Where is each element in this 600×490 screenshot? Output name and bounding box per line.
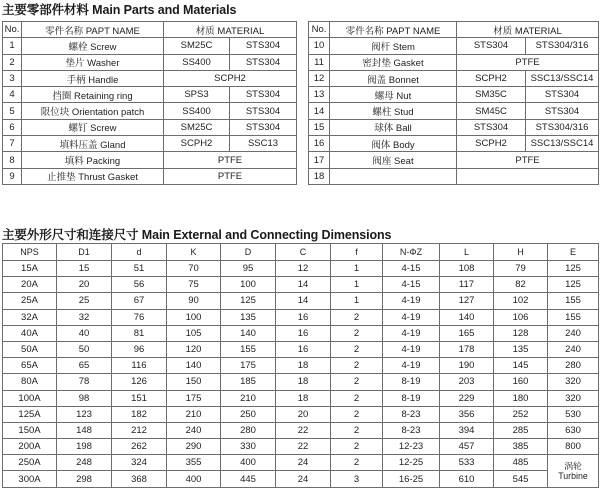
dims-cell: 2 — [331, 390, 383, 406]
dims-cell: 16 — [276, 341, 331, 357]
part-name: 止推垫 Thrust Gasket — [22, 168, 164, 184]
parts-header-row — [309, 22, 599, 38]
dims-cell: 330 — [221, 439, 276, 455]
dims-cell: 96 — [112, 341, 167, 357]
part-row — [3, 70, 297, 86]
dims-cell: 20 — [276, 406, 331, 422]
dims-header-row — [3, 244, 599, 261]
part-material-1: SS400 — [164, 103, 230, 119]
dims-cell: 18 — [276, 358, 331, 374]
dims-cell: 148 — [57, 422, 112, 438]
dims-cell: 190 — [440, 358, 494, 374]
dims-cell: 12 — [276, 261, 331, 277]
part-no: 10 — [309, 38, 330, 54]
part-row — [309, 103, 599, 119]
dims-row — [3, 325, 599, 341]
part-material: PTFE — [164, 168, 297, 184]
dims-cell: 128 — [494, 325, 548, 341]
dims-header-cell: D1 — [57, 244, 112, 261]
dims-cell: 155 — [548, 309, 599, 325]
dims-cell: 2 — [331, 455, 383, 471]
dims-cell: 368 — [112, 471, 167, 487]
part-no: 12 — [309, 70, 330, 86]
part-name: 螺母 Nut — [330, 87, 457, 103]
part-material-2: SSC13/SSC14 — [526, 70, 599, 86]
part-row — [3, 54, 297, 70]
part-material: PTFE — [457, 54, 599, 70]
dims-cell: 65A — [3, 358, 57, 374]
dims-cell: 20 — [57, 277, 112, 293]
dims-cell: 175 — [221, 358, 276, 374]
dims-cell: 180 — [494, 390, 548, 406]
dims-cell: 145 — [494, 358, 548, 374]
dims-row — [3, 471, 599, 487]
dims-header-cell: L — [440, 244, 494, 261]
dims-cell: 457 — [440, 439, 494, 455]
dims-cell: 8-19 — [383, 374, 440, 390]
part-name: 阀盖 Bonnet — [330, 70, 457, 86]
part-no: 9 — [3, 168, 22, 184]
dims-cell: 394 — [440, 422, 494, 438]
part-no: 6 — [3, 119, 22, 135]
dims-header-cell: H — [494, 244, 548, 261]
part-no: 7 — [3, 136, 22, 152]
dims-section-title: 主要外形尺寸和连接尺寸 Main External and Connecting Dimensions — [2, 228, 392, 242]
part-row — [309, 38, 599, 54]
dims-cell: 32 — [57, 309, 112, 325]
part-name: 密封垫 Gasket — [330, 54, 457, 70]
dims-cell: 50A — [3, 341, 57, 357]
part-name: 填料压盖 Gland — [22, 136, 164, 152]
dims-cell: 1 — [331, 277, 383, 293]
dimensions-table — [2, 243, 599, 488]
dims-header-cell: NPS — [3, 244, 57, 261]
part-material-2: STS304 — [230, 103, 297, 119]
dims-cell: 630 — [548, 422, 599, 438]
dims-row — [3, 277, 599, 293]
dims-cell: 76 — [112, 309, 167, 325]
part-no: 18 — [309, 168, 330, 184]
dims-cell: 135 — [221, 309, 276, 325]
dims-header-cell: D — [221, 244, 276, 261]
part-material-1: SM25C — [164, 38, 230, 54]
dims-cell: 290 — [167, 439, 221, 455]
dims-row — [3, 406, 599, 422]
part-no: 15 — [309, 119, 330, 135]
dims-cell: 16-25 — [383, 471, 440, 487]
dims-cell: 545 — [494, 471, 548, 487]
part-name: 阀体 Body — [330, 136, 457, 152]
dims-cell: 2 — [331, 341, 383, 357]
part-material-2: STS304 — [526, 103, 599, 119]
part-material-2: STS304 — [526, 87, 599, 103]
part-material-1: SM35C — [457, 87, 526, 103]
part-row — [309, 54, 599, 70]
part-row — [3, 152, 297, 168]
dims-cell: 262 — [112, 439, 167, 455]
dims-cell: 16 — [276, 325, 331, 341]
part-material-1: SPS3 — [164, 87, 230, 103]
part-row — [3, 168, 297, 184]
dims-cell: 280 — [548, 358, 599, 374]
dims-cell: 140 — [167, 358, 221, 374]
dims-cell: 400 — [167, 471, 221, 487]
dims-cell: 8-19 — [383, 390, 440, 406]
dims-cell: 355 — [167, 455, 221, 471]
dims-cell: 285 — [494, 422, 548, 438]
dims-cell: 100 — [221, 277, 276, 293]
dims-cell: 82 — [494, 277, 548, 293]
part-material: SCPH2 — [164, 70, 297, 86]
part-material-1: SCPH2 — [164, 136, 230, 152]
part-no: 1 — [3, 38, 22, 54]
header-no: No. — [3, 22, 22, 38]
part-row — [3, 87, 297, 103]
dims-cell: 90 — [167, 293, 221, 309]
dims-cell: 125 — [221, 293, 276, 309]
dims-cell: 175 — [167, 390, 221, 406]
part-row — [3, 103, 297, 119]
part-no: 13 — [309, 87, 330, 103]
dims-cell: 4-19 — [383, 325, 440, 341]
part-material-1: STS304 — [457, 119, 526, 135]
part-material: PTFE — [457, 152, 599, 168]
dims-cell: 95 — [221, 261, 276, 277]
part-name: 挡圈 Retaining ring — [22, 87, 164, 103]
dims-cell: 24 — [276, 455, 331, 471]
dims-cell: 240 — [167, 422, 221, 438]
part-material-1: STS304 — [457, 38, 526, 54]
dims-cell: 2 — [331, 325, 383, 341]
dims-cell: 123 — [57, 406, 112, 422]
dims-cell: 4-19 — [383, 293, 440, 309]
dims-cell: 320 — [548, 390, 599, 406]
dims-cell: 252 — [494, 406, 548, 422]
dims-cell: 250 — [221, 406, 276, 422]
dims-cell: 2 — [331, 406, 383, 422]
part-no: 17 — [309, 152, 330, 168]
part-name: 阀座 Seat — [330, 152, 457, 168]
dims-cell: 182 — [112, 406, 167, 422]
dims-cell: 135 — [494, 341, 548, 357]
dims-cell: 100A — [3, 390, 57, 406]
dims-row — [3, 439, 599, 455]
dims-cell: 12-23 — [383, 439, 440, 455]
dims-cell: 178 — [440, 341, 494, 357]
part-no: 5 — [3, 103, 22, 119]
header-part-name: 零件名称 PAPT NAME — [22, 22, 164, 38]
dims-cell: 300A — [3, 471, 57, 487]
dims-cell: 140 — [440, 309, 494, 325]
dims-cell: 324 — [112, 455, 167, 471]
dims-row — [3, 293, 599, 309]
part-no: 11 — [309, 54, 330, 70]
header-part-name: 零件名称 PAPT NAME — [330, 22, 457, 38]
part-name: 垫片 Washer — [22, 54, 164, 70]
dims-cell: 22 — [276, 439, 331, 455]
dims-cell: 4-19 — [383, 341, 440, 357]
turbine-label-en: Turbine — [558, 470, 588, 481]
dims-cell: 150 — [167, 374, 221, 390]
part-no: 3 — [3, 70, 22, 86]
dims-cell: 140 — [221, 325, 276, 341]
part-no: 4 — [3, 87, 22, 103]
dims-cell: 160 — [494, 374, 548, 390]
dims-cell: 280 — [221, 422, 276, 438]
dims-row — [3, 390, 599, 406]
dims-cell: 185 — [221, 374, 276, 390]
part-row — [3, 38, 297, 54]
dims-header-cell: d — [112, 244, 167, 261]
part-material-2: STS304 — [230, 54, 297, 70]
dims-row — [3, 358, 599, 374]
dims-cell: 98 — [57, 390, 112, 406]
part-material-1: SCPH2 — [457, 136, 526, 152]
part-material-2: STS304 — [230, 38, 297, 54]
part-material-2: STS304/316 — [526, 38, 599, 54]
dims-cell: 1 — [331, 293, 383, 309]
dims-cell: 127 — [440, 293, 494, 309]
dims-cell: 800 — [548, 439, 599, 455]
dims-cell: 210 — [167, 406, 221, 422]
part-no: 8 — [3, 152, 22, 168]
dims-header-cell: N-ΦZ — [383, 244, 440, 261]
part-material: PTFE — [164, 152, 297, 168]
dims-cell: 4-15 — [383, 277, 440, 293]
dims-row — [3, 309, 599, 325]
dims-cell: 200A — [3, 439, 57, 455]
dims-cell: 4-19 — [383, 309, 440, 325]
part-material-1: SCPH2 — [457, 70, 526, 86]
dims-row — [3, 261, 599, 277]
dims-cell: 240 — [548, 325, 599, 341]
dims-cell: 203 — [440, 374, 494, 390]
dims-cell: 155 — [548, 293, 599, 309]
dims-cell: 20A — [3, 277, 57, 293]
dims-cell: 50 — [57, 341, 112, 357]
part-name: 螺栓 Screw — [22, 38, 164, 54]
dims-cell: 51 — [112, 261, 167, 277]
part-row — [309, 119, 599, 135]
part-material-2: STS304 — [230, 87, 297, 103]
dims-cell: 106 — [494, 309, 548, 325]
dims-cell: 155 — [221, 341, 276, 357]
dims-cell: 198 — [57, 439, 112, 455]
dims-cell: 210 — [221, 390, 276, 406]
part-no: 16 — [309, 136, 330, 152]
dims-cell: 4-19 — [383, 358, 440, 374]
dims-cell: 14 — [276, 293, 331, 309]
dims-cell: 22 — [276, 422, 331, 438]
dims-header-cell: E — [548, 244, 599, 261]
turbine-cell — [548, 455, 599, 487]
part-material-2: STS304 — [230, 119, 297, 135]
header-material: 材质 MATERIAL — [164, 22, 297, 38]
dims-cell: 105 — [167, 325, 221, 341]
dims-cell: 8-23 — [383, 406, 440, 422]
dims-cell: 100 — [167, 309, 221, 325]
dims-header-cell: C — [276, 244, 331, 261]
turbine-label-zh: 涡轮 — [564, 460, 582, 471]
part-row — [309, 70, 599, 86]
dims-cell: 25A — [3, 293, 57, 309]
dims-cell: 2 — [331, 309, 383, 325]
dims-cell: 385 — [494, 439, 548, 455]
dims-cell: 120 — [167, 341, 221, 357]
dims-cell: 126 — [112, 374, 167, 390]
dims-row — [3, 341, 599, 357]
dims-cell: 78 — [57, 374, 112, 390]
dims-cell: 14 — [276, 277, 331, 293]
dims-cell: 79 — [494, 261, 548, 277]
dims-cell: 65 — [57, 358, 112, 374]
dims-cell: 15 — [57, 261, 112, 277]
parts-section-title: 主要零部件材料 Main Parts and Materials — [2, 3, 237, 17]
dims-cell: 212 — [112, 422, 167, 438]
parts-table-left — [2, 21, 297, 185]
dims-cell: 533 — [440, 455, 494, 471]
part-material-2: SSC13/SSC14 — [526, 136, 599, 152]
dims-cell: 117 — [440, 277, 494, 293]
part-material-1: SS400 — [164, 54, 230, 70]
dims-cell: 2 — [331, 358, 383, 374]
dims-cell: 18 — [276, 374, 331, 390]
dims-cell: 356 — [440, 406, 494, 422]
dims-cell: 108 — [440, 261, 494, 277]
part-no: 2 — [3, 54, 22, 70]
part-name: 球体 Ball — [330, 119, 457, 135]
dims-cell: 250A — [3, 455, 57, 471]
dims-cell: 150A — [3, 422, 57, 438]
dims-cell: 40 — [57, 325, 112, 341]
part-material — [457, 168, 599, 184]
part-row — [309, 152, 599, 168]
dims-cell: 70 — [167, 261, 221, 277]
part-name: 螺钉 Screw — [22, 119, 164, 135]
parts-header-row — [3, 22, 297, 38]
dims-cell: 18 — [276, 390, 331, 406]
dims-cell: 165 — [440, 325, 494, 341]
dims-cell: 125 — [548, 261, 599, 277]
header-material: 材质 MATERIAL — [457, 22, 599, 38]
dims-cell: 3 — [331, 471, 383, 487]
part-no: 14 — [309, 103, 330, 119]
part-row — [3, 136, 297, 152]
dims-cell: 229 — [440, 390, 494, 406]
part-name: 填料 Packing — [22, 152, 164, 168]
dims-cell: 4-15 — [383, 261, 440, 277]
dims-cell: 80A — [3, 374, 57, 390]
part-row — [309, 168, 599, 184]
dims-cell: 240 — [548, 341, 599, 357]
part-row — [3, 119, 297, 135]
dims-cell: 400 — [221, 455, 276, 471]
dims-cell: 56 — [112, 277, 167, 293]
part-name: 阀杆 Stem — [330, 38, 457, 54]
dims-cell: 320 — [548, 374, 599, 390]
dims-row — [3, 374, 599, 390]
header-no: No. — [309, 22, 330, 38]
dims-cell: 125A — [3, 406, 57, 422]
dims-cell: 102 — [494, 293, 548, 309]
dims-cell: 2 — [331, 439, 383, 455]
part-material-1: SM25C — [164, 119, 230, 135]
part-row — [309, 87, 599, 103]
dims-cell: 530 — [548, 406, 599, 422]
part-material-2: STS304/316 — [526, 119, 599, 135]
dims-cell: 125 — [548, 277, 599, 293]
dims-cell: 248 — [57, 455, 112, 471]
part-name — [330, 168, 457, 184]
part-name: 限位块 Orientation patch — [22, 103, 164, 119]
part-material-1: SM45C — [457, 103, 526, 119]
dims-cell: 25 — [57, 293, 112, 309]
dims-cell: 445 — [221, 471, 276, 487]
dims-cell: 75 — [167, 277, 221, 293]
dims-cell: 24 — [276, 471, 331, 487]
dims-cell: 40A — [3, 325, 57, 341]
dims-cell: 151 — [112, 390, 167, 406]
part-row — [309, 136, 599, 152]
dims-cell: 116 — [112, 358, 167, 374]
part-name: 手柄 Handle — [22, 70, 164, 86]
dims-cell: 15A — [3, 261, 57, 277]
dims-cell: 12-25 — [383, 455, 440, 471]
dims-row — [3, 455, 599, 471]
dims-cell: 2 — [331, 374, 383, 390]
dims-cell: 2 — [331, 422, 383, 438]
dims-cell: 1 — [331, 261, 383, 277]
dims-header-cell: K — [167, 244, 221, 261]
dims-cell: 81 — [112, 325, 167, 341]
dims-cell: 8-23 — [383, 422, 440, 438]
dims-cell: 298 — [57, 471, 112, 487]
dims-cell: 16 — [276, 309, 331, 325]
dims-cell: 32A — [3, 309, 57, 325]
part-name: 螺柱 Stud — [330, 103, 457, 119]
parts-table-right — [308, 21, 599, 185]
part-material-2: SSC13 — [230, 136, 297, 152]
dims-cell: 485 — [494, 455, 548, 471]
dims-header-cell: f — [331, 244, 383, 261]
dims-row — [3, 422, 599, 438]
dims-cell: 610 — [440, 471, 494, 487]
dims-cell: 67 — [112, 293, 167, 309]
